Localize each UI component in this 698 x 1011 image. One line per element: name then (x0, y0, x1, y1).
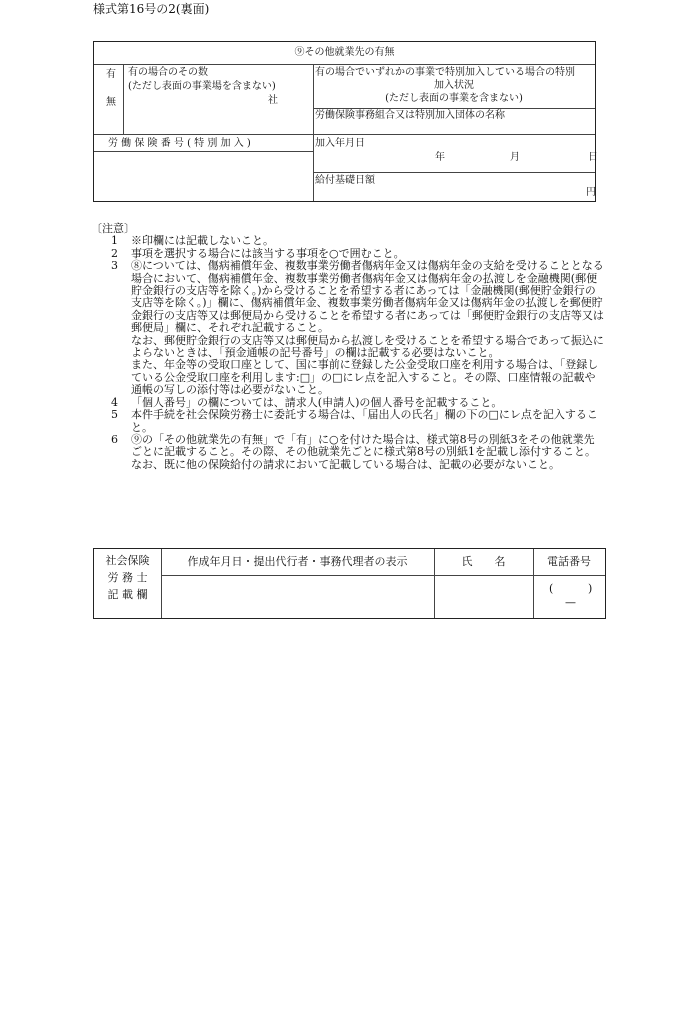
sharoushi-label-3: 記 載 欄 (107, 588, 148, 601)
note-text: 本件手続を社会保険労務士に委託する場合は、「届出人の氏名」欄の下の□にレ点を記入すること。 (131, 408, 598, 434)
note-paragraph: また、年金等の受取口座として、国に事前に登録した公金受取口座を利用する場合は、「登録している公金受取口座を利用します:□」の□にレ点を記入すること。その際、口座情報の記載や通帳の写しの添付等は必要がないこと。 (131, 358, 599, 397)
sharoushi-label-2: 労 務 士 (107, 571, 148, 584)
special-status-label: 有の場合でいずれかの事業で特別加入している場合の特別 (315, 67, 575, 78)
phone-paren-open: ( (549, 582, 554, 595)
table-divider (94, 134, 595, 135)
year-unit: 年 (435, 152, 445, 163)
note-number: 6 (111, 432, 118, 446)
insurance-number-label: 労 働 保 険 番 号 ( 特 別 加 入 ) (108, 138, 251, 149)
umu-yes: 有 (106, 69, 116, 80)
note-text: 事項を選択する場合には該当する事項を○で囲むこと。 (131, 246, 405, 260)
day-unit: 日 (588, 152, 598, 163)
note-paragraph: なお、郵便貯金銀行の支店等又は郵便局から払渡しを受けることを希望する場合であって振込によらないときは、「預金通帳の記号番号」の欄は記載する必要はないこと。 (131, 333, 604, 360)
phone-paren-close: ) (588, 582, 593, 595)
table-divider (313, 172, 595, 173)
base-daily-amount-label: 給付基礎日額 (315, 175, 375, 186)
note-number: 1 (111, 234, 118, 248)
note-item (93, 260, 605, 334)
table-divider (94, 64, 595, 65)
table-divider (123, 64, 124, 134)
note-text: ⑨の「その他就業先の有無」で「有」に○を付けた場合は、様式第8号の別紙3をその他就業先ごとに記載すること。その際、その他就業先ごとに様式第8号の別紙1を記載し添付すること。なお、既に他の保険給付の請求において記載している場合は、記載の必要がないこと。 (131, 432, 596, 471)
column-header-phone: 電話番号 (547, 555, 591, 568)
note-number: 4 (111, 395, 118, 409)
form-title: 様式第16号の2(裏面) (93, 2, 210, 16)
note-text: 「個人番号」の欄については、請求人(申請人)の個人番号を記載すること。 (131, 395, 503, 409)
note-item (93, 434, 605, 471)
count-unit: 社 (268, 95, 278, 106)
special-status-label-2: 加入状況 (434, 80, 474, 91)
note-text: ⑧については、傷病補償年金、複数事業労働者傷病年金又は傷病年金の支給を受けることとなる場合において、傷病補償年金、複数事業労働者傷病年金又は傷病年金の払渡しを金融機関(郵便貯金銀行の支店等を除く。)から受けることを希望する者にあっては「金融機関(郵便貯金銀行の支店等を除く。)」欄に、傷病補償年金、複数事業労働者傷病年金又は傷病年金の払渡しを郵便貯金銀行の支店等又は郵便局から受けることを希望する者にあっては「郵便貯金銀行の支店等又は郵便局」欄に、それぞれ記載すること。 (131, 259, 604, 335)
note-text: ※印欄には記載しないこと。 (131, 234, 274, 248)
table-divider (313, 108, 595, 109)
phone-dash: — (565, 596, 576, 609)
sharoushi-table (93, 548, 606, 619)
count-label: 有の場合のその数 (128, 67, 208, 78)
join-date-label: 加入年月日 (315, 138, 365, 149)
special-status-note: (ただし表面の事業を含まない) (385, 93, 523, 104)
yen-unit: 円 (586, 187, 596, 198)
column-header-name: 氏 名 (461, 555, 506, 568)
section9-header: ⑨その他就業先の有無 (294, 47, 395, 58)
note-item (93, 409, 605, 434)
notes-heading: 〔注意〕 (91, 222, 135, 235)
notes-section (93, 223, 605, 471)
union-name-label: 労働保険事務組合又は特別加入団体の名称 (315, 110, 505, 121)
table-divider (161, 575, 605, 576)
umu-no: 無 (106, 97, 116, 108)
table-divider (94, 151, 313, 152)
column-header-preparer: 作成年月日・提出代行者・事務代理者の表示 (187, 555, 408, 568)
note-number: 3 (111, 259, 118, 273)
note-number: 5 (111, 408, 118, 422)
other-workplace-table (93, 41, 596, 202)
month-unit: 月 (510, 152, 520, 163)
count-note: (ただし表面の事業場を含まない) (128, 81, 276, 92)
sharoushi-label-1: 社会保険 (105, 554, 150, 567)
note-number: 2 (111, 246, 118, 260)
